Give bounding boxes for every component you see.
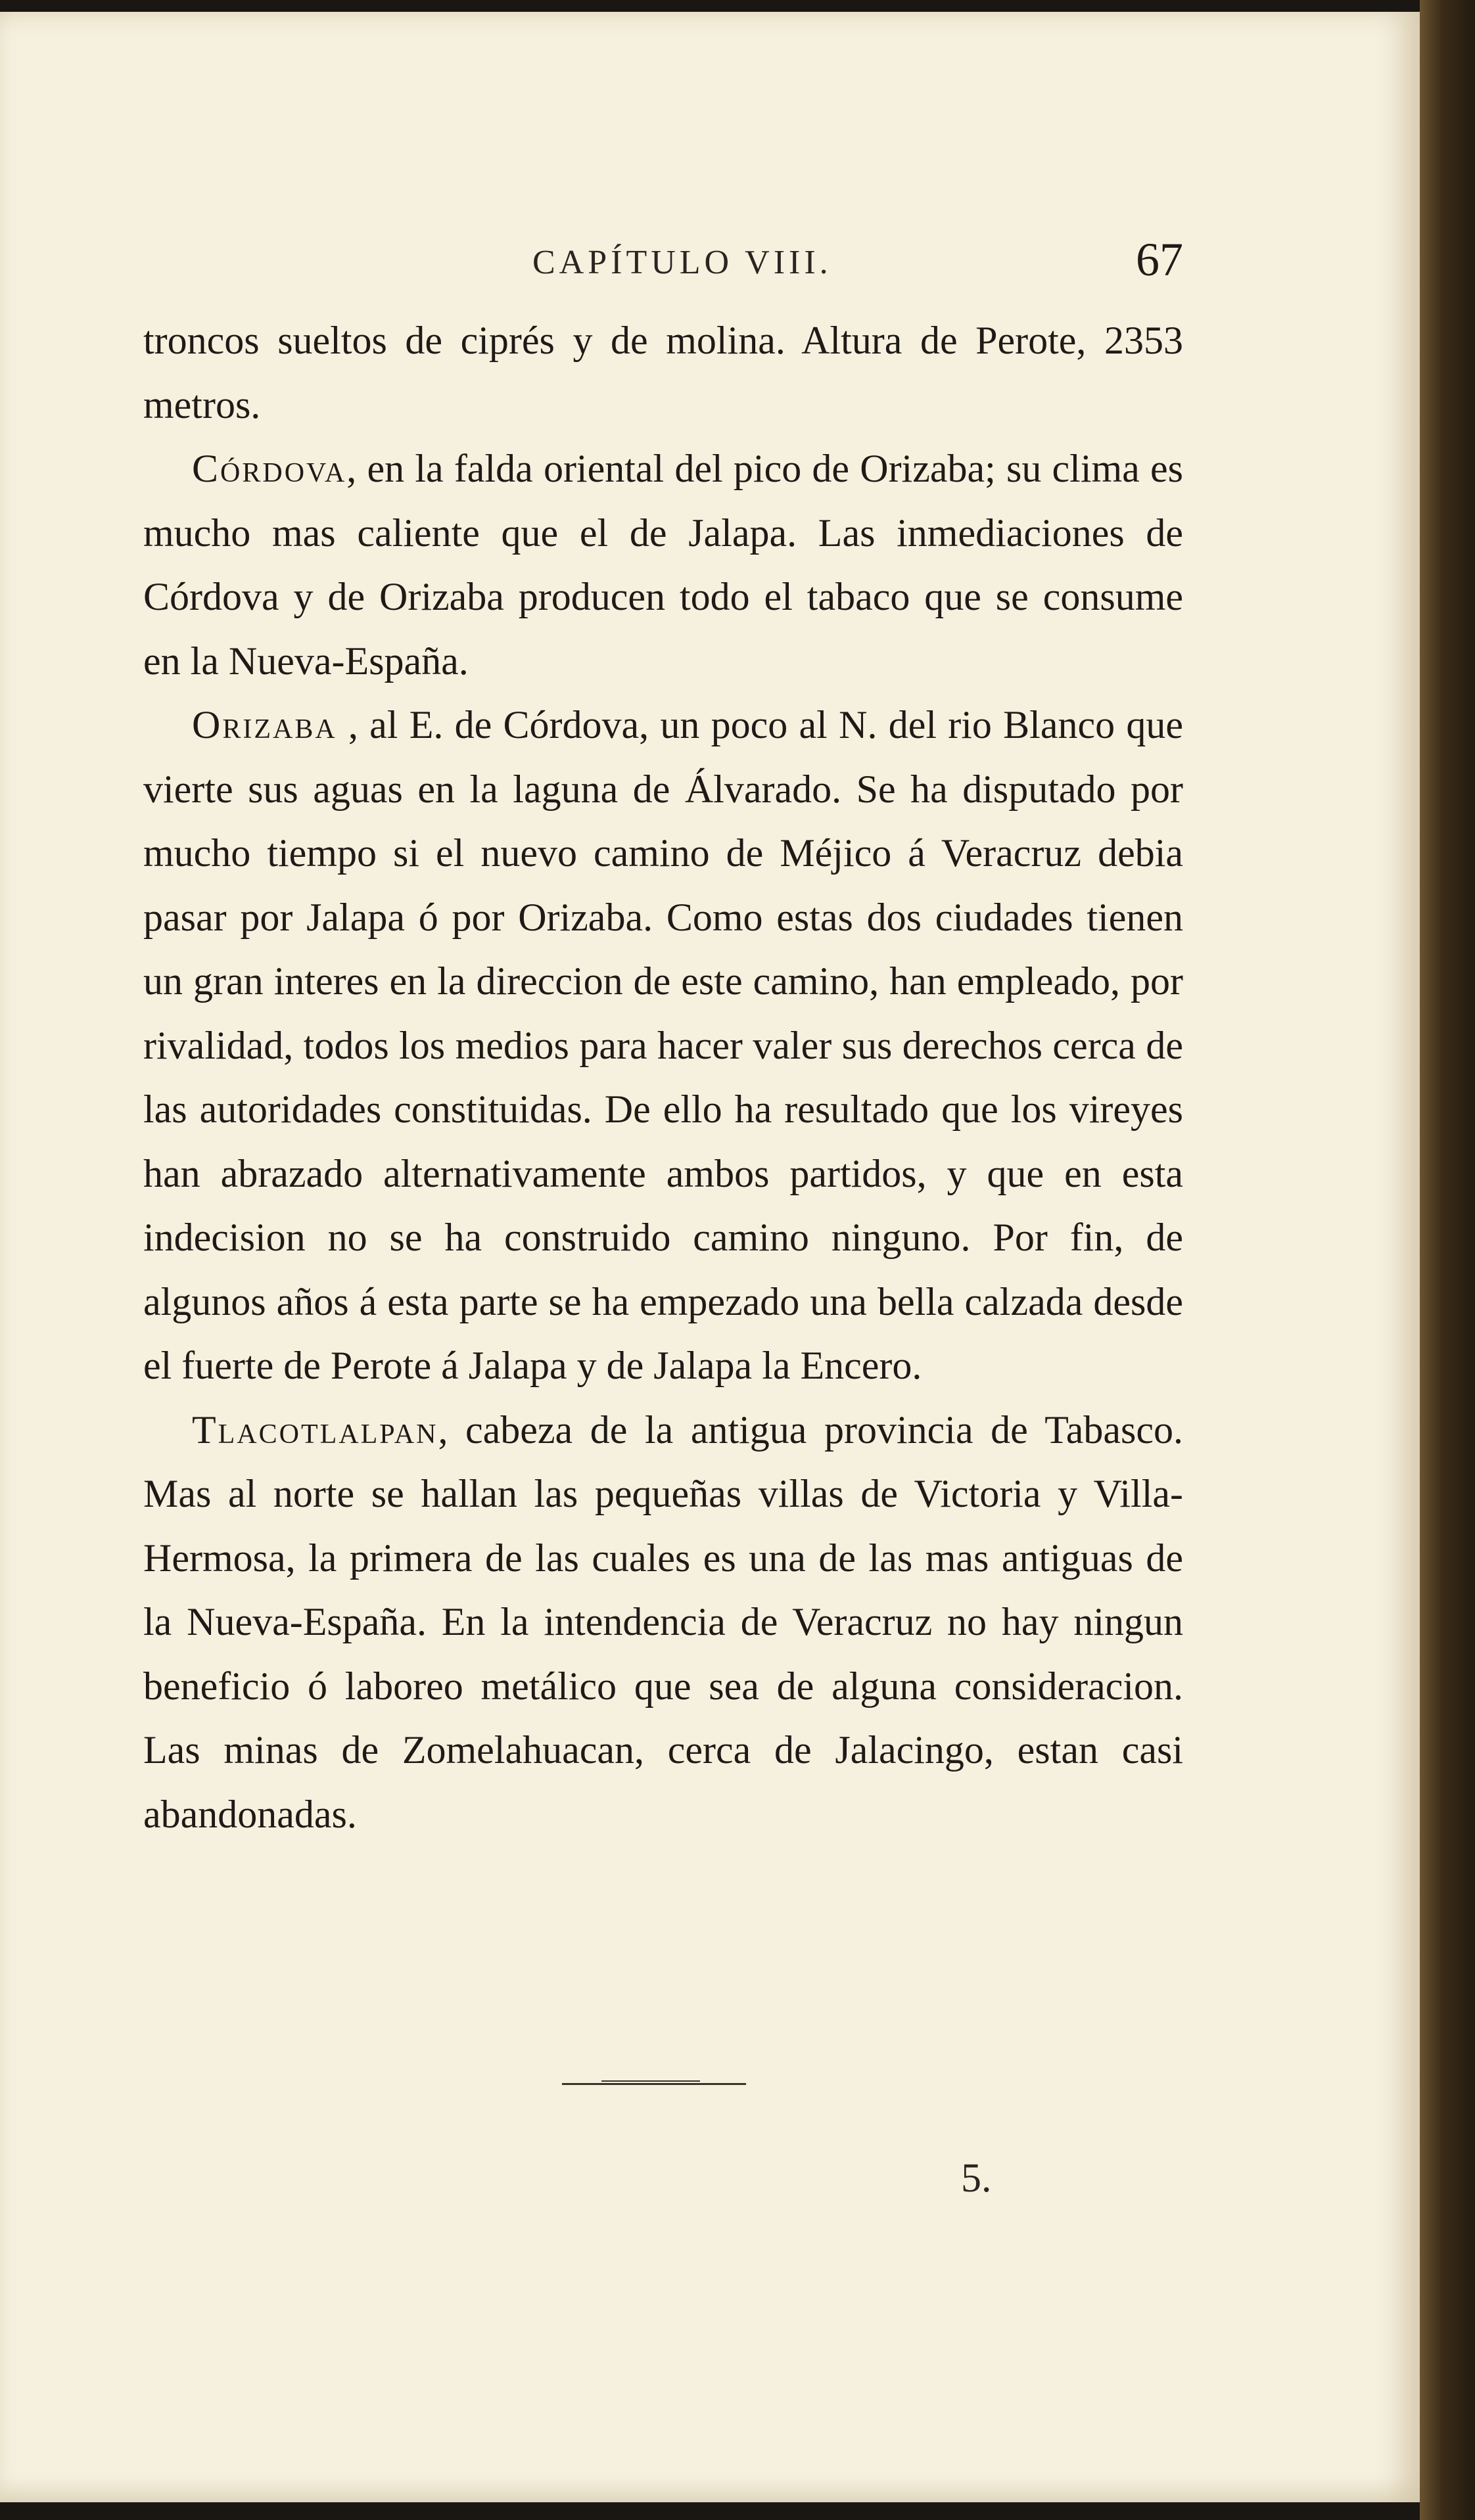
signature-mark: 5. (961, 2156, 992, 2201)
body-text (143, 309, 1183, 1846)
paragraph (143, 1398, 1183, 1847)
paragraph (143, 309, 1183, 437)
section-rule (562, 2083, 746, 2085)
paragraph (143, 437, 1183, 693)
paragraph-text: , en la falda oriental del pico de Orizaba; su clima es mucho mas caliente que el de Jalapa. Las inmediaciones de Córdova y de Orizaba producen todo el tabaco que se consume en la Nueva-España. (143, 447, 1183, 683)
page-number: 67 (1136, 233, 1183, 286)
paragraph-text: , cabeza de la antigua provincia de Tabasco. Mas al norte se hallan las pequeñas villas de Victoria y Villa-Hermosa, la primera de las cuales es una de las mas antiguas de la Nueva-España. En la intendencia de Veracruz no hay ningun beneficio ó laboreo metálico que sea de alguna consideracion. Las minas de Zomelahuacan, cerca de Jalacingo, estan casi abandonadas. (143, 1408, 1183, 1836)
place-name: Orizaba (192, 703, 337, 746)
running-title: CAPÍTULO VIII. (532, 244, 832, 281)
page-header (145, 233, 1183, 296)
place-name: Tlacotlalpan (192, 1408, 438, 1452)
paragraph-text: , al E. de Córdova, un poco al N. del rio Blanco que vierte sus aguas en la laguna de Álvarado. Se ha disputado por mucho tiempo si el nuevo camino de Méjico á Veracruz debia pasar por Jalapa ó por Orizaba. Como estas dos ciudades tienen un gran interes en la direccion de este camino, han empleado, por rivalidad, todos los medios para hacer valer sus derechos cerca de las autoridades constituidas. De ello ha resultado que los vireyes han abrazado alternativamente ambos partidos, y que en esta indecision no se ha construido camino ninguno. Por fin, de algunos años á esta parte se ha empezado una bella calzada desde el fuerte de Perote á Jalapa y de Jalapa la Encero. (143, 703, 1183, 1387)
place-name: Córdova (192, 447, 347, 490)
paragraph (143, 693, 1183, 1398)
book-spine (1420, 0, 1475, 2520)
paragraph-text: troncos sueltos de ciprés y de molina. Altura de Perote, 2353 metros. (143, 319, 1183, 426)
